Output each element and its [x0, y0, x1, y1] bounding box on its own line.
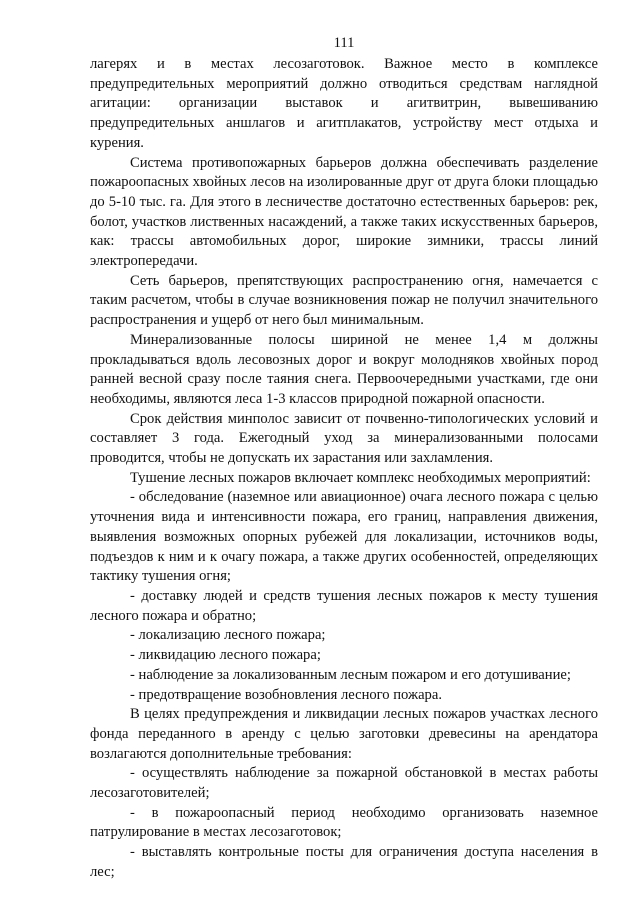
- list-item-liquidation: - ликвидацию лесного пожара;: [130, 647, 321, 664]
- paragraph-fire-barriers: Система противопожарных барьеров должна обеспечивать разделение пожароопасных хвойных лесов на изолированные друг от друга блоки площадью до 5-10 тыс. га. Для этого в лесничестве достаточно естественных барьеров: рек, болот, участков лиственных насаждений, а также таких искусственных барьеров, как: трассы автомобильных дорог, широкие зимники, трассы линий электропередачи.: [90, 154, 598, 270]
- list-item-lease-patrol: - в пожароопасный период необходимо организовать наземное патрулирование в местах лесозаготовок;: [90, 804, 598, 841]
- paragraph-firefighting-intro: Тушение лесных пожаров включает комплекс необходимых мероприятий:: [130, 469, 591, 486]
- list-item-delivery: - доставку людей и средств тушения лесных пожаров к месту тушения лесного пожара и обратно;: [90, 587, 598, 624]
- paragraph-lease-intro: В целях предупреждения и ликвидации лесных пожаров участках лесного фонда переданного в аренду с целью заготовки древесины на арендатора возлагаются дополнительные требования:: [90, 706, 598, 762]
- paragraph-strip-duration: Срок действия минполос зависит от почвенно-типологических условий и составляет 3 года. Ежегодный уход за минерализованными полосами проводится, чтобы не допускать их зарастания или захламления.: [90, 410, 598, 467]
- list-item-lease-posts: - выставлять контрольные посты для ограничения доступа населения в лес;: [90, 844, 598, 880]
- list-item-prevention: - предотвращение возобновления лесного пожара.: [130, 686, 442, 703]
- paragraph-mineral-strips: Минерализованные полосы шириной не менее 1,4 м должны прокладываться вдоль лесовозных дорог и вокруг молодняков хвойных пород ранней весной сразу после таяния снега. Первоочередными участками, где они необходимы, являются леса 1-3 классов природной пожарной опасности.: [90, 331, 598, 407]
- list-item-observation: - наблюдение за локализованным лесным пожаром и его дотушивание;: [130, 666, 571, 683]
- list-item-localization: - локализацию лесного пожара;: [130, 627, 326, 644]
- list-item-survey: - обследование (наземное или авиационное) очага лесного пожара с целью уточнения вида и интенсивности пожара, его границ, направления движения, выявления возможных опорных рубежей для локализации, источников воды, подъездов к ним и к очагу пожара, а также других особенностей, определяющих тактику тушения огня;: [90, 489, 598, 585]
- paragraph-agitation: лагерях и в местах лесозаготовок. Важное место в комплексе предупредительных мероприятий должно отводиться средствам наглядной агитации: организации выставок и агитвитрин, вывешиванию предупредительных аншлагов и агитплакатов, устройству мест отдыха и курения.: [90, 56, 598, 151]
- list-item-lease-monitoring: - осуществлять наблюдение за пожарной обстановкой в местах работы лесозаготовителей;: [90, 765, 598, 802]
- paragraph-barrier-network: Сеть барьеров, препятствующих распространению огня, намечается с таким расчетом, чтобы в случае возникновения пожар не получил значительного распространения и ущерб от него был минимальным.: [90, 272, 598, 329]
- page-number: 111: [333, 35, 355, 51]
- document-page: [90, 34, 598, 883]
